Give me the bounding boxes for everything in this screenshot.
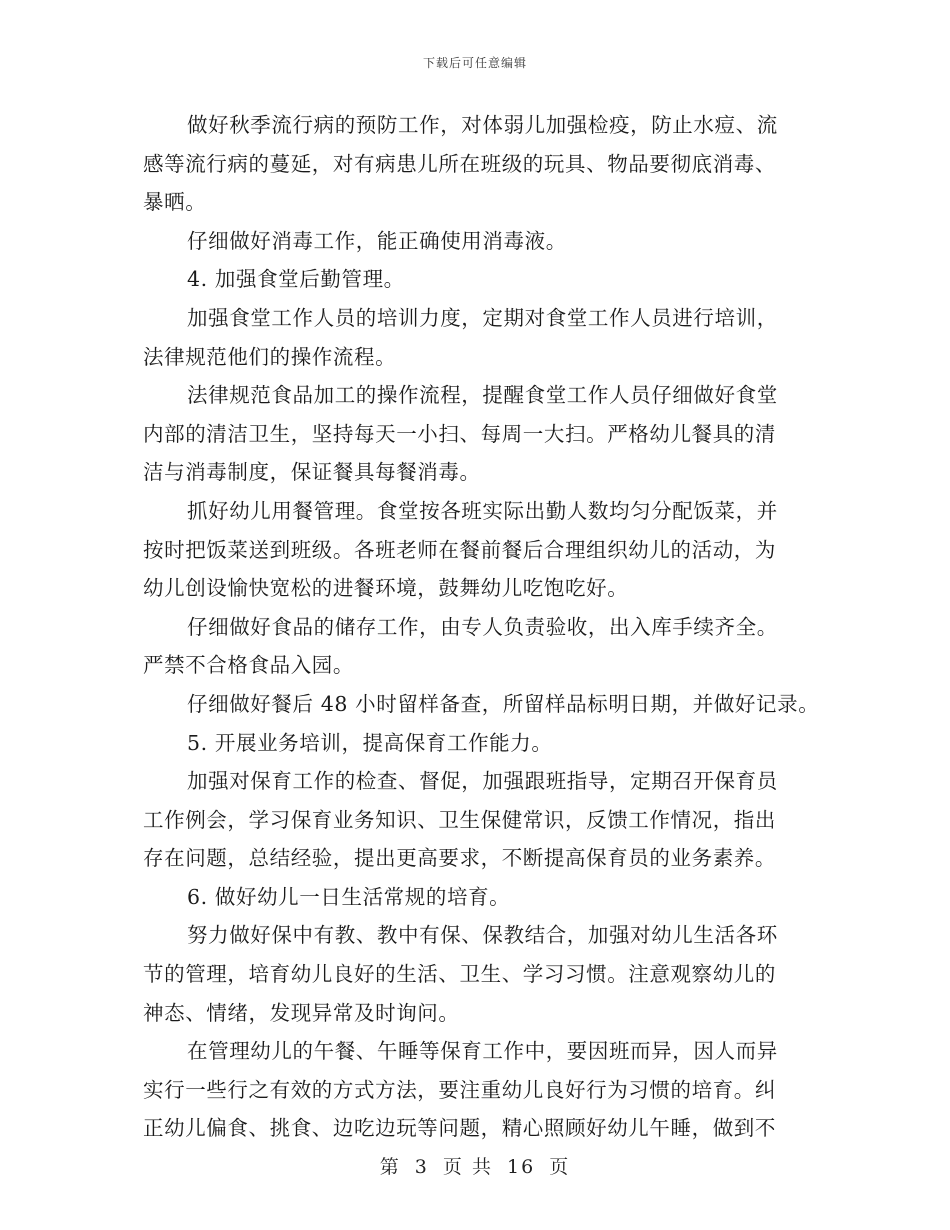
text-line: 仔细做好餐后 48 小时留样备查，所留样品标明日期，并做好记录。 [187, 691, 820, 716]
footer-prefix: 第 [379, 1156, 401, 1178]
text-line: 内部的清洁卫生，坚持每天一小扫、每周一大扫。严格幼儿餐具的清 [143, 421, 776, 446]
section-heading: 5. 开展业务培训，提高保育工作能力。 [187, 730, 553, 755]
text-line: 抓好幼儿用餐管理。食堂按各班实际出勤人数均匀分配饭菜，并 [187, 498, 778, 523]
text-line: 存在问题，总结经验，提出更高要求，不断提高保育员的业务素养。 [143, 846, 776, 871]
text-line: 做好秋季流行病的预防工作，对体弱儿加强检疫，防止水痘、流 [187, 113, 778, 137]
text-line: 加强食堂工作人员的培训力度，定期对食堂工作人员进行培训， [187, 305, 778, 330]
text-line: 按时把饭菜送到班级。各班老师在餐前餐后合理组织幼儿的活动，为 [143, 537, 776, 562]
text-line: 节的管理，培育幼儿良好的生活、卫生、学习习惯。注意观察幼儿的 [143, 962, 776, 987]
text-line: 工作例会，学习保育业务知识、卫生保健常识，反馈工作情况，指出 [143, 807, 776, 832]
text-line: 在管理幼儿的午餐、午睡等保育工作中，要因班而异，因人而异 [187, 1039, 778, 1064]
page-footer [0, 1152, 950, 1179]
document-body [143, 106, 823, 1148]
text-line: 仔细做好消毒工作，能正确使用消毒液。 [187, 228, 567, 253]
text-line: 法律规范他们的操作流程。 [143, 344, 397, 369]
text-line: 法律规范食品加工的操作流程，提醒食堂工作人员仔细做好食堂 [187, 383, 778, 408]
current-page-number: 3 [414, 1156, 429, 1178]
section-heading: 6. 做好幼儿一日生活常规的培育。 [187, 884, 511, 909]
section-heading: 4. 加强食堂后勤管理。 [187, 267, 405, 292]
text-line: 暴晒。 [143, 190, 207, 215]
text-line: 仔细做好食品的储存工作，由专人负责验收，出入库手续齐全。 [187, 614, 778, 639]
footer-suffix: 页 [549, 1156, 571, 1178]
text-line: 幼儿创设愉快宽松的进餐环境，鼓舞幼儿吃饱吃好。 [143, 576, 629, 601]
text-line: 洁与消毒制度，保证餐具每餐消毒。 [143, 460, 481, 485]
text-line: 加强对保育工作的检查、督促，加强跟班指导，定期召开保育员 [187, 769, 778, 794]
text-line: 严禁不合格食品入园。 [143, 653, 354, 678]
page-header: 下载后可任意编辑 [422, 56, 527, 70]
text-line: 感等流行病的蔓延，对有病患儿所在班级的玩具、物品要彻底消毒、 [143, 151, 776, 176]
footer-middle: 页 共 [442, 1156, 493, 1178]
text-line: 神态、情绪，发现异常及时询问。 [143, 1000, 460, 1025]
text-line: 努力做好保中有教、教中有保、保教结合，加强对幼儿生活各环 [187, 923, 778, 948]
text-line: 实行一些行之有效的方式方法，要注重幼儿良好行为习惯的培育。纠 [143, 1077, 776, 1102]
text-line: 正幼儿偏食、挑食、边吃边玩等问题，精心照顾好幼儿午睡，做到不 [143, 1116, 776, 1141]
total-page-count: 16 [507, 1156, 536, 1178]
